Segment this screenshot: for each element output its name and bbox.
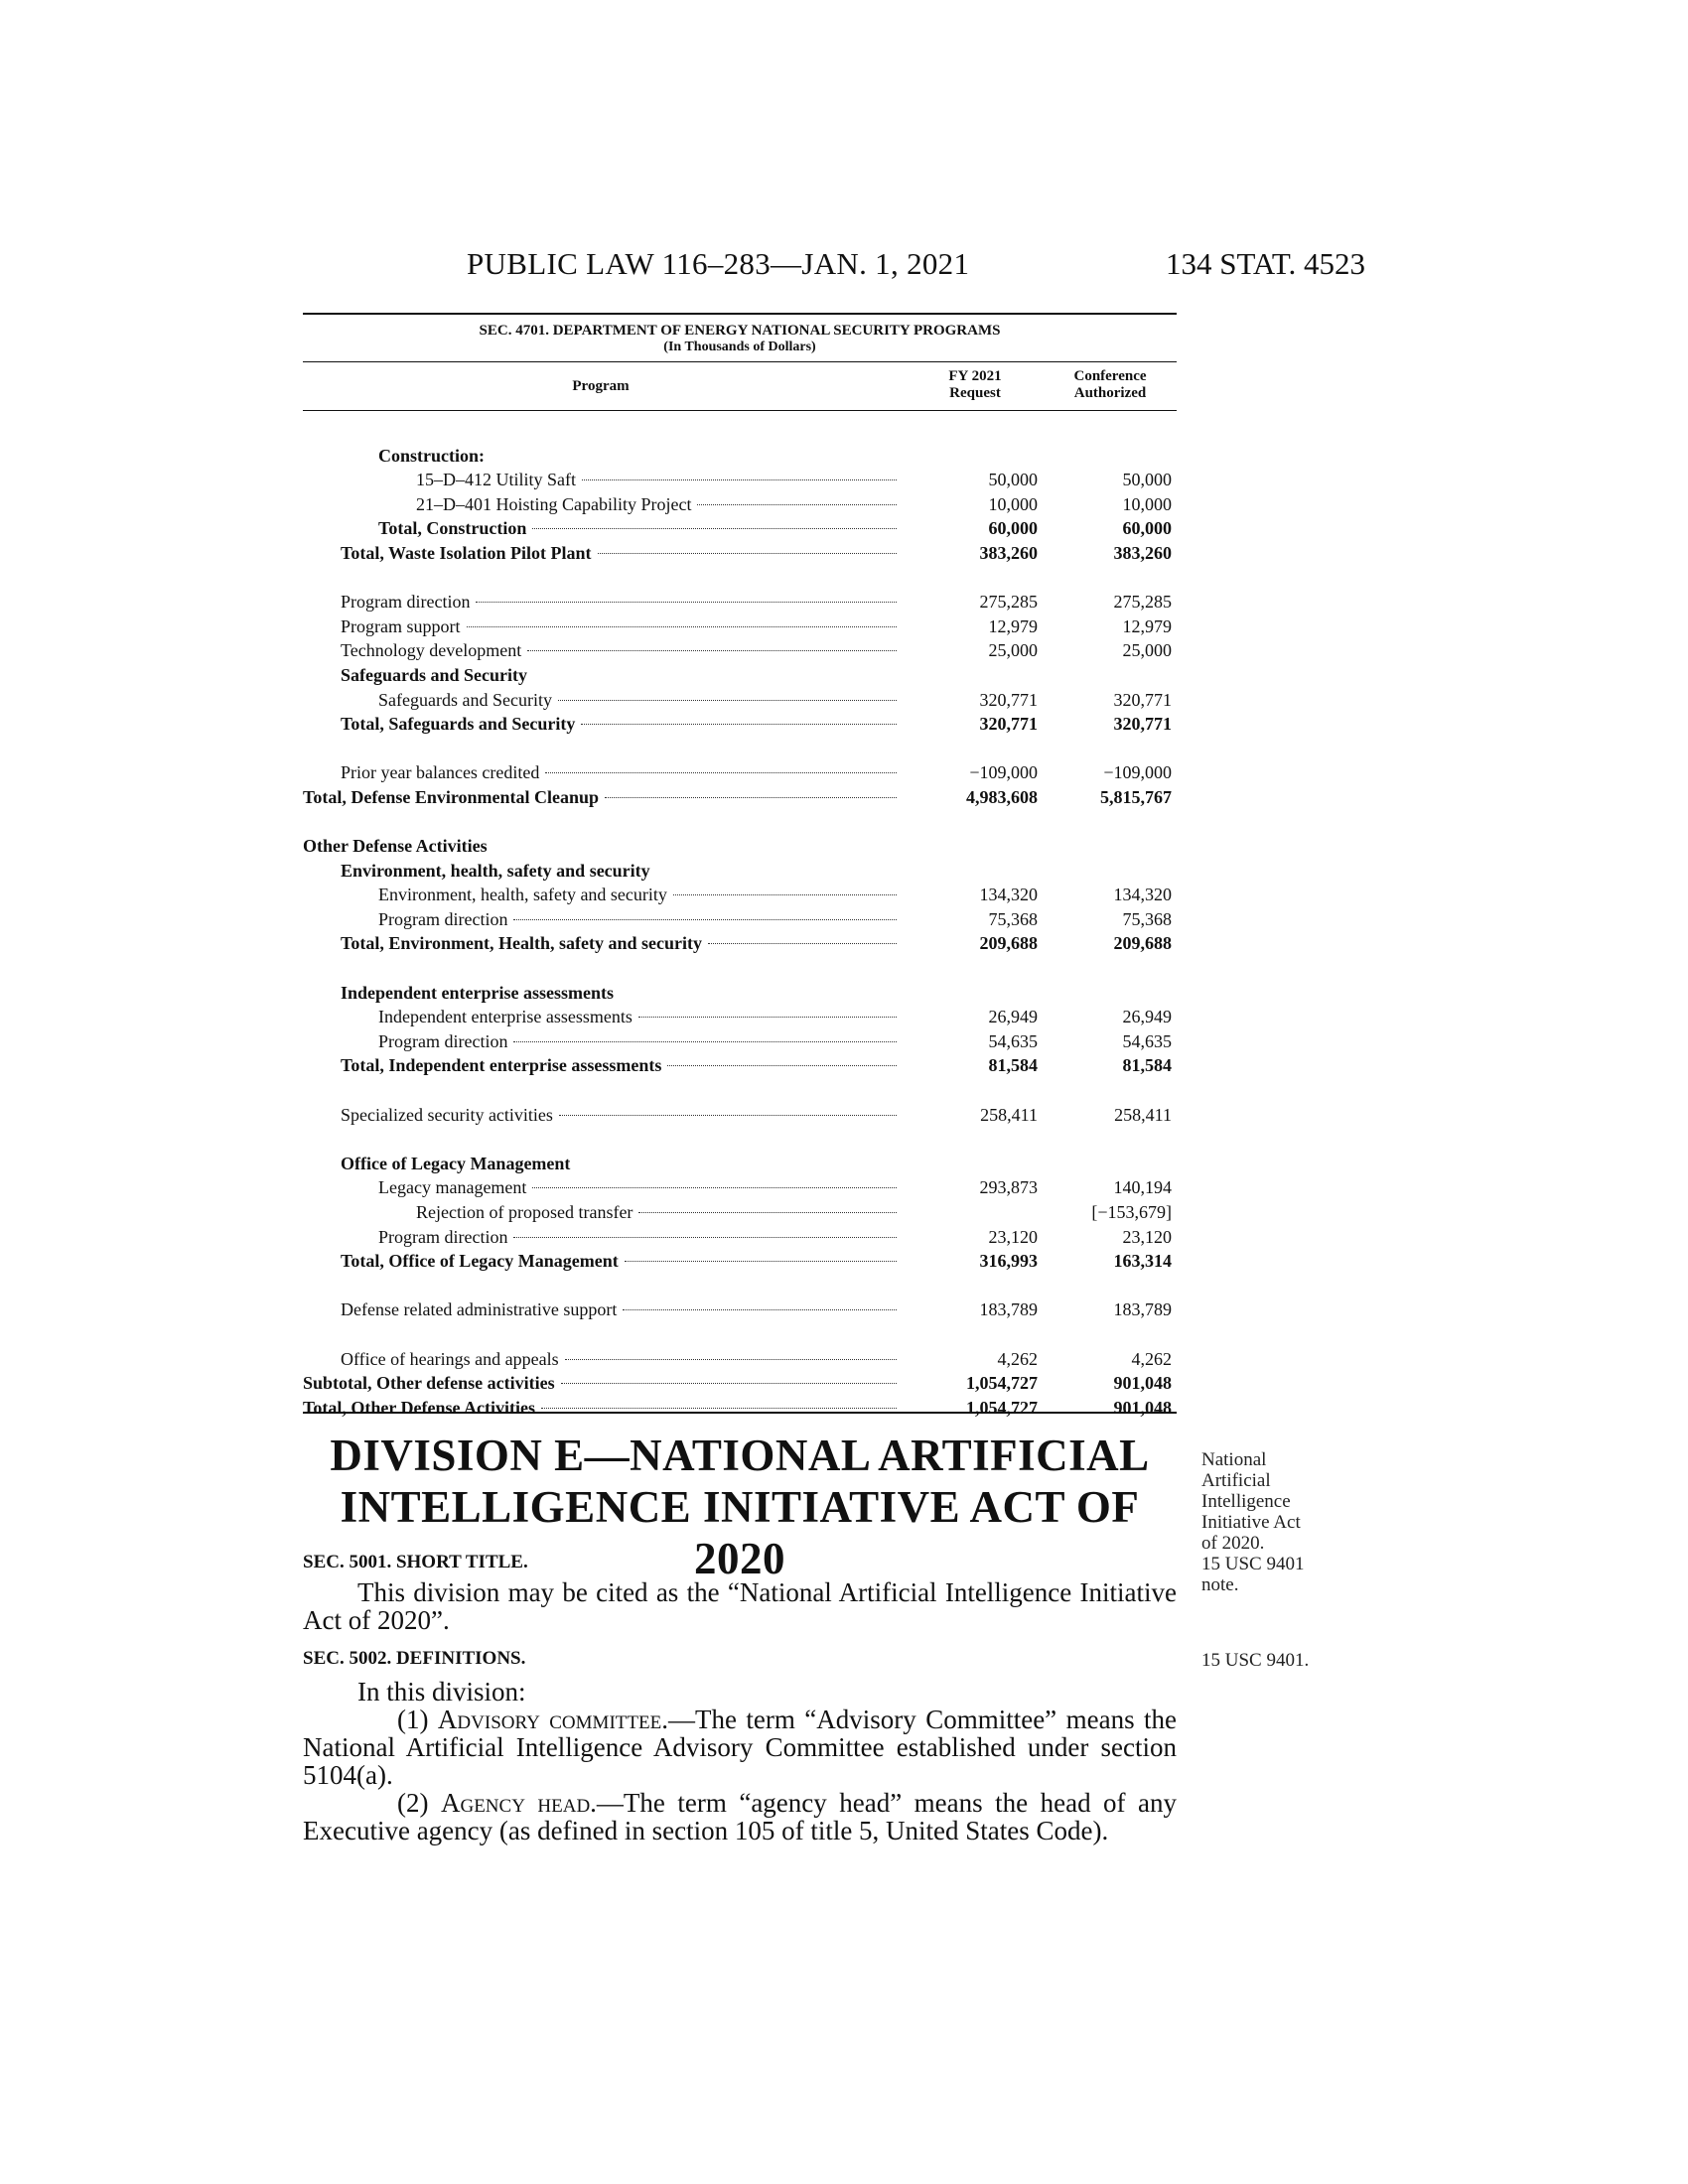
- table-row: [303, 1249, 1177, 1274]
- row-fy2021-request-value: 275,285: [979, 592, 1038, 613]
- table-spacer: [303, 737, 1177, 761]
- row-conference-authorized-value: 4,262: [1131, 1348, 1172, 1369]
- header-conference-authorized: [1055, 368, 1165, 402]
- header-conference-line1: Conference: [1073, 368, 1147, 384]
- row-fy2021-request-value: 60,000: [988, 518, 1038, 539]
- dot-leader: [513, 1041, 897, 1042]
- table-body: [303, 419, 1177, 1420]
- table-bottom-rule: [303, 1412, 1177, 1414]
- row-conference-authorized-value: 25,000: [1122, 640, 1172, 661]
- definition-2-number: (2): [397, 1788, 441, 1818]
- row-fy2021-request-value: 258,411: [980, 1104, 1038, 1125]
- row-label-text: Safeguards and Security: [341, 664, 528, 685]
- row-conference-authorized-value: −109,000: [1103, 762, 1172, 783]
- row-label: [378, 516, 897, 541]
- table-row: [303, 1347, 1177, 1372]
- row-label: [378, 883, 897, 907]
- row-label: [378, 444, 897, 469]
- row-label: [416, 1200, 897, 1225]
- dot-leader: [625, 1261, 897, 1262]
- table-header-bottom-rule: [303, 410, 1177, 411]
- dot-leader: [673, 894, 897, 895]
- row-label: [341, 638, 897, 663]
- dot-leader: [605, 797, 897, 798]
- row-conference-authorized-value: 140,194: [1113, 1177, 1172, 1198]
- row-label: [416, 468, 897, 492]
- row-fy2021-request-value: 50,000: [988, 470, 1038, 490]
- dot-leader: [541, 1408, 897, 1409]
- row-label-text: Office of Legacy Management: [341, 1153, 571, 1173]
- dot-leader: [561, 1383, 897, 1384]
- row-conference-authorized-value: 23,120: [1122, 1226, 1172, 1247]
- row-conference-authorized-value: 10,000: [1122, 493, 1172, 514]
- row-label-text: Program support: [341, 615, 461, 636]
- row-label-text: Environment, health, safety and security: [378, 885, 667, 905]
- dot-leader: [476, 602, 897, 603]
- row-label-text: Program direction: [341, 592, 471, 613]
- dot-leader: [532, 1187, 897, 1188]
- dot-leader: [532, 528, 897, 529]
- table-row: [303, 1396, 1177, 1421]
- row-fy2021-request-value: 383,260: [979, 542, 1038, 563]
- margin-note-line: Intelligence: [1201, 1491, 1291, 1512]
- table-row: [303, 712, 1177, 737]
- row-label-text: Rejection of proposed transfer: [416, 1202, 633, 1222]
- row-label: [341, 663, 897, 688]
- section-5002-heading: SEC. 5002. DEFINITIONS.: [303, 1648, 526, 1669]
- table-row: [303, 834, 1177, 859]
- row-label-text: Environment, health, safety and security: [341, 860, 650, 881]
- row-conference-authorized-value: 901,048: [1113, 1397, 1172, 1418]
- dot-leader: [559, 1115, 897, 1116]
- row-label: [341, 931, 897, 956]
- table-row: [303, 1225, 1177, 1250]
- row-label: [303, 1396, 897, 1421]
- row-label: [303, 1371, 897, 1396]
- row-conference-authorized-value: 383,260: [1113, 542, 1172, 563]
- dot-leader: [667, 1065, 897, 1066]
- row-conference-authorized-value: 209,688: [1113, 933, 1172, 954]
- row-label: [341, 760, 897, 785]
- row-label: [303, 785, 897, 810]
- row-fy2021-request-value: 4,983,608: [966, 786, 1038, 807]
- row-conference-authorized-value: [−153,679]: [1091, 1202, 1172, 1222]
- division-title-line1: DIVISION E—NATIONAL ARTIFICIAL: [330, 1431, 1150, 1480]
- table-row: [303, 1053, 1177, 1078]
- row-fy2021-request-value: 320,771: [979, 689, 1038, 710]
- table-row: [303, 1029, 1177, 1054]
- table-row: [303, 1103, 1177, 1128]
- row-label-text: Specialized security activities: [341, 1104, 553, 1125]
- table-row: [303, 468, 1177, 492]
- row-label: [416, 492, 897, 517]
- row-label: [341, 1249, 897, 1274]
- row-label-text: Independent enterprise assessments: [341, 982, 615, 1003]
- row-fy2021-request-value: 81,584: [988, 1055, 1038, 1076]
- dot-leader: [598, 553, 897, 554]
- margin-note-line: Artificial: [1201, 1470, 1271, 1491]
- row-label-text: Defense related administrative support: [341, 1299, 618, 1320]
- row-fy2021-request-value: 12,979: [988, 615, 1038, 636]
- row-label-text: Independent enterprise assessments: [378, 1007, 633, 1027]
- row-label-text: Total, Waste Isolation Pilot Plant: [341, 542, 592, 563]
- row-conference-authorized-value: 60,000: [1122, 518, 1172, 539]
- dot-leader: [708, 943, 897, 944]
- dot-leader: [513, 919, 897, 920]
- row-fy2021-request-value: 134,320: [979, 885, 1038, 905]
- row-conference-authorized-value: 75,368: [1122, 908, 1172, 929]
- table-header: [303, 362, 1177, 410]
- row-label-text: Program direction: [378, 1226, 508, 1247]
- header-fy2021-request: [920, 368, 1030, 402]
- row-fy2021-request-value: 293,873: [979, 1177, 1038, 1198]
- table-row: [303, 444, 1177, 469]
- table-spacer: [303, 1322, 1177, 1347]
- row-fy2021-request-value: 75,368: [988, 908, 1038, 929]
- row-label: [378, 1005, 897, 1029]
- row-label-text: Other Defense Activities: [303, 836, 488, 857]
- table-spacer: [303, 810, 1177, 835]
- table-row: [303, 614, 1177, 639]
- row-conference-authorized-value: 275,285: [1113, 592, 1172, 613]
- row-label: [341, 614, 897, 639]
- dot-leader: [697, 504, 897, 505]
- row-label-text: Total, Independent enterprise assessments: [341, 1055, 662, 1076]
- table-caption: SEC. 4701. DEPARTMENT OF ENERGY NATIONAL SECURITY PROGRAMS: [479, 323, 1001, 339]
- row-label-text: Office of hearings and appeals: [341, 1348, 559, 1369]
- dot-leader: [623, 1309, 897, 1310]
- row-label-text: Subtotal, Other defense activities: [303, 1373, 555, 1394]
- row-conference-authorized-value: 5,815,767: [1100, 786, 1172, 807]
- row-label-text: Construction:: [378, 445, 485, 466]
- table-spacer: [303, 1127, 1177, 1152]
- row-label: [341, 712, 897, 737]
- row-conference-authorized-value: 134,320: [1113, 885, 1172, 905]
- row-label: [378, 1175, 897, 1200]
- header-fy2021-line1: FY 2021: [948, 368, 1002, 384]
- table-row: [303, 516, 1177, 541]
- row-fy2021-request-value: 320,771: [979, 714, 1038, 735]
- row-label: [378, 1029, 897, 1054]
- row-conference-authorized-value: 901,048: [1113, 1373, 1172, 1394]
- row-label-text: Safeguards and Security: [378, 689, 552, 710]
- dot-leader: [467, 626, 898, 627]
- row-conference-authorized-value: 183,789: [1113, 1299, 1172, 1320]
- row-label-text: Total, Construction: [378, 518, 527, 539]
- table-row: [303, 785, 1177, 810]
- dot-leader: [581, 724, 897, 725]
- row-label: [341, 1347, 897, 1372]
- table-row: [303, 981, 1177, 1006]
- margin-note-act-citation: [1201, 1449, 1360, 1595]
- margin-note-line: note.: [1201, 1574, 1239, 1595]
- row-label-text: Program direction: [378, 908, 508, 929]
- row-fy2021-request-value: 183,789: [979, 1299, 1038, 1320]
- margin-note-line: National: [1201, 1449, 1267, 1470]
- dot-leader: [545, 772, 897, 773]
- table-spacer: [303, 1274, 1177, 1298]
- row-conference-authorized-value: 50,000: [1122, 470, 1172, 490]
- table-row: [303, 1200, 1177, 1225]
- header-conference-line2: Authorized: [1073, 385, 1147, 401]
- running-head-title: PUBLIC LAW 116–283—JAN. 1, 2021: [467, 246, 970, 281]
- definition-1-number: (1): [397, 1705, 438, 1734]
- table-row: [303, 1297, 1177, 1322]
- row-label-text: Legacy management: [378, 1177, 527, 1198]
- row-label: [341, 1053, 897, 1078]
- table-row: [303, 883, 1177, 907]
- row-conference-authorized-value: 163,314: [1113, 1251, 1172, 1272]
- row-fy2021-request-value: 10,000: [988, 493, 1038, 514]
- table-row: [303, 663, 1177, 688]
- dot-leader: [582, 479, 897, 480]
- row-label-text: Total, Safeguards and Security: [341, 714, 576, 735]
- section-5001-heading: SEC. 5001. SHORT TITLE.: [303, 1552, 528, 1572]
- division-title-line2: INTELLIGENCE INITIATIVE ACT OF 2020: [340, 1482, 1140, 1583]
- dot-leader: [558, 700, 897, 701]
- definition-1-term: Advisory committee: [437, 1705, 662, 1734]
- table-spacer: [303, 1078, 1177, 1103]
- dot-leader: [527, 650, 897, 651]
- row-label-text: 21–D–401 Hoisting Capability Project: [416, 493, 692, 514]
- row-conference-authorized-value: 12,979: [1122, 615, 1172, 636]
- header-program: Program: [572, 378, 630, 394]
- row-label: [378, 688, 897, 713]
- table-row: [303, 590, 1177, 614]
- dot-leader: [638, 1017, 897, 1018]
- section-5001-text: This division may be cited as the “National Artificial Intelligence Initiative Act of 2020”.: [303, 1577, 1177, 1635]
- row-conference-authorized-value: 81,584: [1122, 1055, 1172, 1076]
- dot-leader: [513, 1237, 897, 1238]
- margin-note-definitions-citation: 15 USC 9401.: [1201, 1650, 1310, 1671]
- row-label-text: Total, Office of Legacy Management: [341, 1251, 619, 1272]
- row-label: [341, 1152, 897, 1176]
- table-row: [303, 638, 1177, 663]
- definition-agency-head: [303, 1789, 1177, 1844]
- row-conference-authorized-value: 54,635: [1122, 1030, 1172, 1051]
- definition-2-term: Agency head: [440, 1788, 591, 1818]
- row-fy2021-request-value: 4,262: [997, 1348, 1038, 1369]
- table-subcaption: (In Thousands of Dollars): [663, 340, 816, 354]
- definition-2-text: .—The term “agency head” means the head of any Executive agency (as defined in section 105 of title 5, United States Code).: [303, 1788, 1178, 1845]
- header-fy2021-line2: Request: [949, 385, 1001, 401]
- row-label: [378, 907, 897, 932]
- table-spacer: [303, 956, 1177, 981]
- table-spacer: [303, 419, 1177, 444]
- table-row: [303, 931, 1177, 956]
- row-label: [378, 1225, 897, 1250]
- dot-leader: [638, 1212, 897, 1213]
- margin-note-line: of 2020.: [1201, 1533, 1265, 1554]
- table-row: [303, 760, 1177, 785]
- table-row: [303, 859, 1177, 884]
- row-label-text: 15–D–412 Utility Saft: [416, 470, 576, 490]
- section-5002-intro: In this division:: [357, 1677, 526, 1706]
- row-fy2021-request-value: 316,993: [979, 1251, 1038, 1272]
- row-fy2021-request-value: 25,000: [988, 640, 1038, 661]
- row-fy2021-request-value: 1,054,727: [966, 1397, 1038, 1418]
- dot-leader: [565, 1359, 897, 1360]
- row-fy2021-request-value: 209,688: [979, 933, 1038, 954]
- running-head: [303, 246, 1365, 290]
- row-label: [341, 859, 897, 884]
- row-label-text: Total, Environment, Health, safety and security: [341, 933, 703, 954]
- row-label: [341, 1103, 897, 1128]
- row-fy2021-request-value: 23,120: [988, 1226, 1038, 1247]
- table-row: [303, 541, 1177, 566]
- row-conference-authorized-value: 258,411: [1114, 1104, 1172, 1125]
- table-row: [303, 492, 1177, 517]
- row-label-text: Total, Other Defense Activities: [303, 1397, 535, 1418]
- row-label-text: Total, Defense Environmental Cleanup: [303, 786, 600, 807]
- row-label: [341, 1297, 897, 1322]
- row-fy2021-request-value: 1,054,727: [966, 1373, 1038, 1394]
- row-conference-authorized-value: 26,949: [1122, 1007, 1172, 1027]
- row-fy2021-request-value: 26,949: [988, 1007, 1038, 1027]
- table-row: [303, 1005, 1177, 1029]
- row-fy2021-request-value: −109,000: [969, 762, 1038, 783]
- row-conference-authorized-value: 320,771: [1113, 714, 1172, 735]
- definition-advisory-committee: [303, 1706, 1177, 1789]
- statute-page-number: 134 STAT. 4523: [1165, 246, 1365, 281]
- row-fy2021-request-value: 54,635: [988, 1030, 1038, 1051]
- definition-1-text: .—The term “Advisory Committee” means the National Artificial Intelligence Advisory Committee established under section 5104(a).: [303, 1705, 1177, 1790]
- table-row: [303, 907, 1177, 932]
- row-label: [303, 834, 897, 859]
- table-row: [303, 1152, 1177, 1176]
- row-label: [341, 981, 897, 1006]
- table-spacer: [303, 566, 1177, 591]
- row-label-text: Technology development: [341, 640, 522, 661]
- row-label-text: Prior year balances credited: [341, 762, 540, 783]
- appropriations-table: [303, 313, 1177, 1420]
- margin-note-line: Initiative Act: [1201, 1512, 1301, 1533]
- row-label-text: Program direction: [378, 1030, 508, 1051]
- margin-note-line: 15 USC 9401: [1201, 1554, 1305, 1574]
- row-conference-authorized-value: 320,771: [1113, 689, 1172, 710]
- table-row: [303, 1371, 1177, 1396]
- table-row: [303, 1175, 1177, 1200]
- row-label: [341, 541, 897, 566]
- row-label: [341, 590, 897, 614]
- table-row: [303, 688, 1177, 713]
